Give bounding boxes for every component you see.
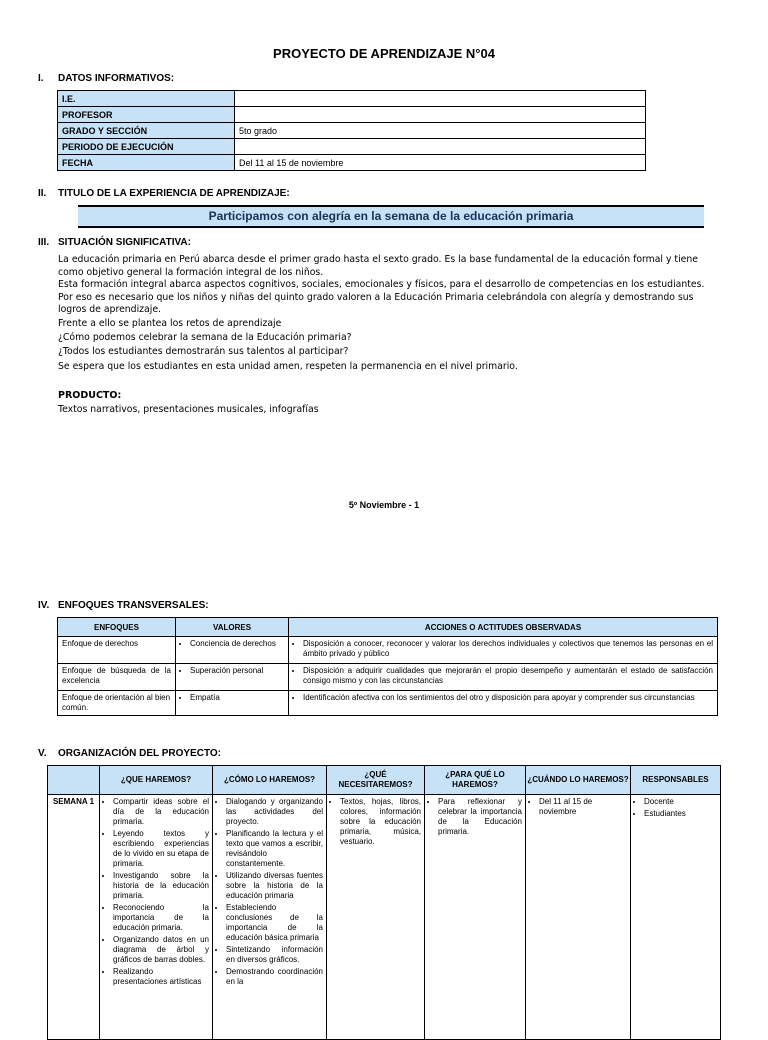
section-number: I. bbox=[38, 73, 44, 84]
table-row bbox=[58, 155, 646, 171]
column-header: ¿QUÉ NECESITAREMOS? bbox=[327, 766, 425, 795]
cuando-cell bbox=[526, 795, 631, 1040]
product-text: Textos narrativos, presentaciones musicales, infografías bbox=[58, 404, 319, 415]
list-item: • Empatía bbox=[190, 693, 284, 703]
column-header: ENFOQUES bbox=[58, 618, 176, 637]
enfoques-table bbox=[57, 617, 718, 716]
section-4-heading bbox=[38, 600, 209, 611]
situation-question: ¿Cómo podemos celebrar la semana de la Educación primaria? bbox=[58, 332, 352, 343]
list-item: • Compartir ideas sobre el día de la educación primaria. bbox=[113, 797, 209, 827]
info-label: PERIODO DE EJECUCIÓN bbox=[58, 139, 235, 155]
list-item: • Disposición a conocer, reconocer y valorar los derechos individuales y colectivos que tenemos las personas en el ámbito privado y público bbox=[303, 639, 713, 659]
accion-cell bbox=[289, 664, 718, 691]
enfoque-cell: Enfoque de búsqueda de la excelencia bbox=[58, 664, 176, 691]
section-5-heading bbox=[38, 748, 221, 759]
week-label: SEMANA 1 bbox=[48, 795, 100, 1040]
column-header: ¿CUÁNDO LO HAREMOS? bbox=[526, 766, 631, 795]
list-item: • Disposición a adquirir cualidades que mejorarán el propio desempeño y aumentarán el estado de satisfacción consigo mismo y con las circunstancias bbox=[303, 666, 713, 686]
info-label: FECHA bbox=[58, 155, 235, 171]
table-row bbox=[58, 107, 646, 123]
list-item: • Reconociendo la importancia de la educación primaria. bbox=[113, 903, 209, 933]
info-value bbox=[235, 107, 646, 123]
section-title: ENFOQUES TRANSVERSALES: bbox=[58, 600, 209, 611]
section-title: TITULO DE LA EXPERIENCIA DE APRENDIZAJE: bbox=[58, 188, 290, 199]
situation-paragraph: Esta formación integral abarca aspectos cognitivos, sociales, emocionales y físicos, para el desarrollo de competencias en los estudiantes. Por eso es necesario que los niños y niñas del quinto grado valoren a la Educación Primaria celebrándola con alegría y demostrando sus logros de aprendizaje. bbox=[58, 279, 705, 315]
responsables-cell bbox=[631, 795, 721, 1040]
info-label: I.E. bbox=[58, 91, 235, 107]
document-title: PROYECTO DE APRENDIZAJE N°04 bbox=[273, 46, 495, 61]
situation-question: ¿Todos los estudiantes demostrarán sus talentos al participar? bbox=[58, 346, 349, 357]
list-item: • Estudiantes bbox=[644, 809, 717, 819]
column-header: VALORES bbox=[176, 618, 289, 637]
info-value bbox=[235, 139, 646, 155]
info-value: 5to grado bbox=[235, 123, 646, 139]
column-header: ¿CÓMO LO HAREMOS? bbox=[213, 766, 327, 795]
section-title: ORGANIZACIÓN DEL PROYECTO: bbox=[58, 748, 221, 759]
section-number: III. bbox=[38, 237, 50, 248]
list-item: • Superación personal bbox=[190, 666, 284, 676]
enfoque-cell: Enfoque de orientación al bien común. bbox=[58, 691, 176, 716]
info-table bbox=[57, 90, 646, 171]
que-cell bbox=[100, 795, 213, 1040]
list-item: • Investigando sobre la historia de la educación primaria. bbox=[113, 871, 209, 901]
info-label: GRADO Y SECCIÓN bbox=[58, 123, 235, 139]
info-value: Del 11 al 15 de noviembre bbox=[235, 155, 646, 171]
list-item: • Demostrando coordinación en la bbox=[226, 967, 323, 987]
list-item: • Para reflexionar y celebrar la importancia de la Educación primaria. bbox=[438, 797, 522, 837]
section-2-heading bbox=[38, 188, 290, 199]
list-item: • Sintetizando información en diversos gráficos. bbox=[226, 945, 323, 965]
product-heading: PRODUCTO: bbox=[58, 390, 122, 401]
list-item: • Del 11 al 15 de noviembre bbox=[539, 797, 627, 817]
column-header bbox=[48, 766, 100, 795]
valor-cell bbox=[176, 664, 289, 691]
list-item: • Textos, hojas, libros, colores, información sobre la educación primaria, música, vestuario. bbox=[340, 797, 421, 847]
table-header-row bbox=[48, 766, 721, 795]
list-item: • Planificando la lectura y el texto que vamos a escribir, revisándolo constantemente. bbox=[226, 829, 323, 869]
section-3-heading bbox=[38, 237, 191, 248]
list-item: • Dialogando y organizando las actividades del proyecto. bbox=[226, 797, 323, 827]
valor-cell bbox=[176, 637, 289, 664]
situation-paragraph: Se espera que los estudiantes en esta unidad amen, respeten la permanencia en el nivel primario. bbox=[58, 361, 518, 372]
column-header: ¿QUE HAREMOS? bbox=[100, 766, 213, 795]
column-header: ACCIONES O ACTITUDES OBSERVADAS bbox=[289, 618, 718, 637]
enfoque-cell: Enfoque de derechos bbox=[58, 637, 176, 664]
situation-paragraph: Frente a ello se plantea los retos de aprendizaje bbox=[58, 318, 282, 329]
table-row bbox=[58, 123, 646, 139]
section-1-heading bbox=[38, 73, 174, 84]
accion-cell bbox=[289, 691, 718, 716]
column-header: ¿PARA QUÉ LO HAREMOS? bbox=[425, 766, 526, 795]
list-item: • Realizando presentaciones artísticas bbox=[113, 967, 209, 987]
table-row bbox=[58, 139, 646, 155]
section-title: SITUACIÓN SIGNIFICATIVA: bbox=[58, 237, 191, 248]
list-item: • Leyendo textos y escribiendo experiencias de lo vivido en su etapa de primaria. bbox=[113, 829, 209, 869]
info-value bbox=[235, 91, 646, 107]
list-item: • Identificación afectiva con los sentimientos del otro y disposición para apoyar y comprender sus circunstancias bbox=[303, 693, 713, 703]
accion-cell bbox=[289, 637, 718, 664]
list-item: • Organizando datos en un diagrama de árbol y gráficos de barras dobles. bbox=[113, 935, 209, 965]
table-header-row bbox=[58, 618, 718, 637]
info-label: PROFESOR bbox=[58, 107, 235, 123]
list-item: • Conciencia de derechos bbox=[190, 639, 284, 649]
experience-title-banner: Participamos con alegría en la semana de la educación primaria bbox=[78, 205, 704, 228]
section-number: II. bbox=[38, 188, 47, 199]
table-row bbox=[58, 637, 718, 664]
list-item: • Estableciendo conclusiones de la importancia de la educación básica primaria bbox=[226, 903, 323, 943]
section-title: DATOS INFORMATIVOS: bbox=[58, 73, 175, 84]
list-item: • Docente bbox=[644, 797, 717, 807]
para-que-cell bbox=[425, 795, 526, 1040]
necesitaremos-cell bbox=[327, 795, 425, 1040]
table-row bbox=[48, 795, 721, 1040]
table-row bbox=[58, 91, 646, 107]
list-item: • Utilizando diversas fuentes sobre la historia de la educación primaria bbox=[226, 871, 323, 901]
section-number: IV. bbox=[38, 600, 50, 611]
organization-table bbox=[47, 765, 721, 1040]
table-row bbox=[58, 691, 718, 716]
situation-paragraph: La educación primaria en Perú abarca desde el primer grado hasta el sexto grado. Es la base fundamental de la educación formal y tiene como objetivo general la formación integral de los niños. bbox=[58, 254, 698, 278]
valor-cell bbox=[176, 691, 289, 716]
section-number: V. bbox=[38, 748, 47, 759]
table-row bbox=[58, 664, 718, 691]
column-header: RESPONSABLES bbox=[631, 766, 721, 795]
page-footer: 5º Noviembre - 1 bbox=[348, 500, 420, 510]
como-cell bbox=[213, 795, 327, 1040]
